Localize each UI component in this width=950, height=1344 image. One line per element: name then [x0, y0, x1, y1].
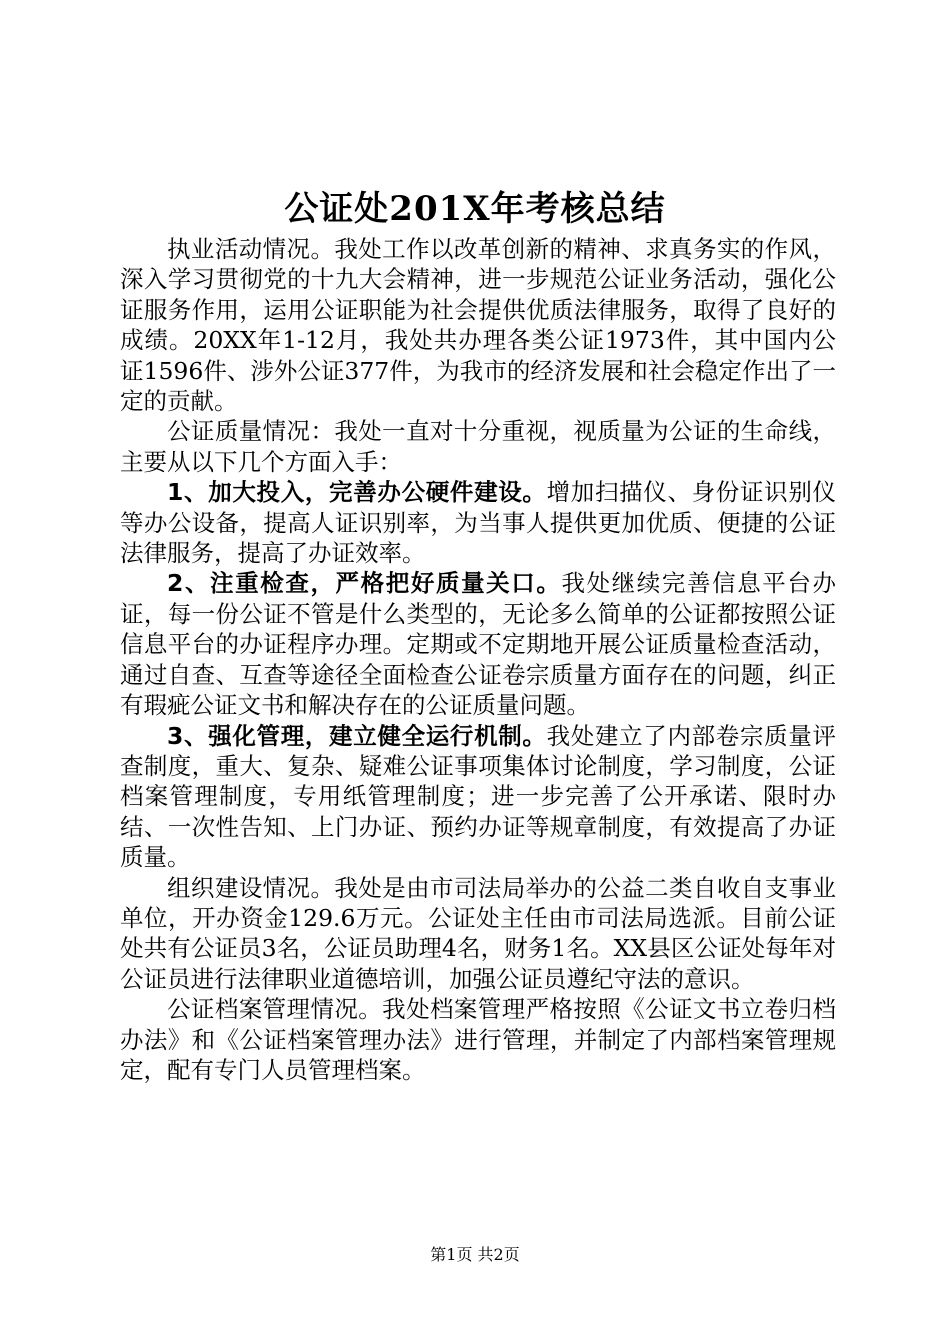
- paragraph-text: 我处建立了内部卷宗质量评查制度，重大、复杂、疑难公证事项集体讨论制度，学习制度，公证档案管理制度，专用纸管理制度；进一步完善了公开承诺、限时办结、一次性告知、上门办证、预约办证等规章制度，有效提高了办证质量。: [120, 721, 836, 872]
- document-body: [120, 234, 836, 1085]
- paragraph-text: 增加扫描仪、身份证识别仪等办公设备，提高人证识别率，为当事人提供更加优质、便捷的公证法律服务，提高了办证效率。: [120, 478, 836, 568]
- paragraph-text: 组织建设情况。我处是由市司法局举办的公益二类自收自支事业单位，开办资金129.6万元。公证处主任由市司法局选派。目前公证处共有公证员3名，公证员助理4名，财务1名。XX县区公证处每年对公证员进行法律职业道德培训，加强公证员遵纪守法的意识。: [120, 873, 836, 993]
- paragraph-item-2-inspection: [120, 568, 836, 720]
- paragraph-text: 执业活动情况。我处工作以改革创新的精神、求真务实的作风，深入学习贯彻党的十九大会精神，进一步规范公证业务活动，强化公证服务作用，运用公证职能为社会提供优质法律服务，取得了良好的成绩。20XX年1-12月，我处共办理各类公证1973件，其中国内公证1596件、涉外公证377件，为我市的经济发展和社会稳定作出了一定的贡献。: [120, 235, 836, 416]
- paragraph-text: 我处继续完善信息平台办证，每一份公证不管是什么类型的，无论多么简单的公证都按照公证信息平台的办证程序办理。定期或不定期地开展公证质量检查活动，通过自查、互查等途径全面检查公证卷宗质量方面存在的问题，纠正有瑕疵公证文书和解决存在的公证质量问题。: [120, 569, 836, 720]
- paragraph-lead: 2、注重检查，严格把好质量关口。: [167, 569, 562, 598]
- paragraph-text: 公证档案管理情况。我处档案管理严格按照《公证文书立卷归档办法》和《公证档案管理办法》进行管理，并制定了内部档案管理规定，配有专门人员管理档案。: [120, 995, 836, 1084]
- document-title: 公证处201X年考核总结: [284, 189, 666, 229]
- paragraph-lead: 3、强化管理，建立健全运行机制。: [167, 721, 547, 750]
- paragraph-item-3-management: [120, 721, 836, 873]
- page-number-footer: 第1页 共2页: [430, 1245, 520, 1264]
- paragraph-text: 公证质量情况：我处一直对十分重视，视质量为公证的生命线，主要从以下几个方面入手：: [120, 417, 836, 476]
- paragraph-lead: 1、加大投入，完善办公硬件建设。: [167, 478, 547, 507]
- paragraph-quality-overview: [120, 416, 836, 477]
- paragraph-archives: [120, 994, 836, 1085]
- paragraph-organization: [120, 873, 836, 995]
- paragraph-item-1-hardware: [120, 477, 836, 568]
- paragraph-practice-activities: [120, 234, 836, 416]
